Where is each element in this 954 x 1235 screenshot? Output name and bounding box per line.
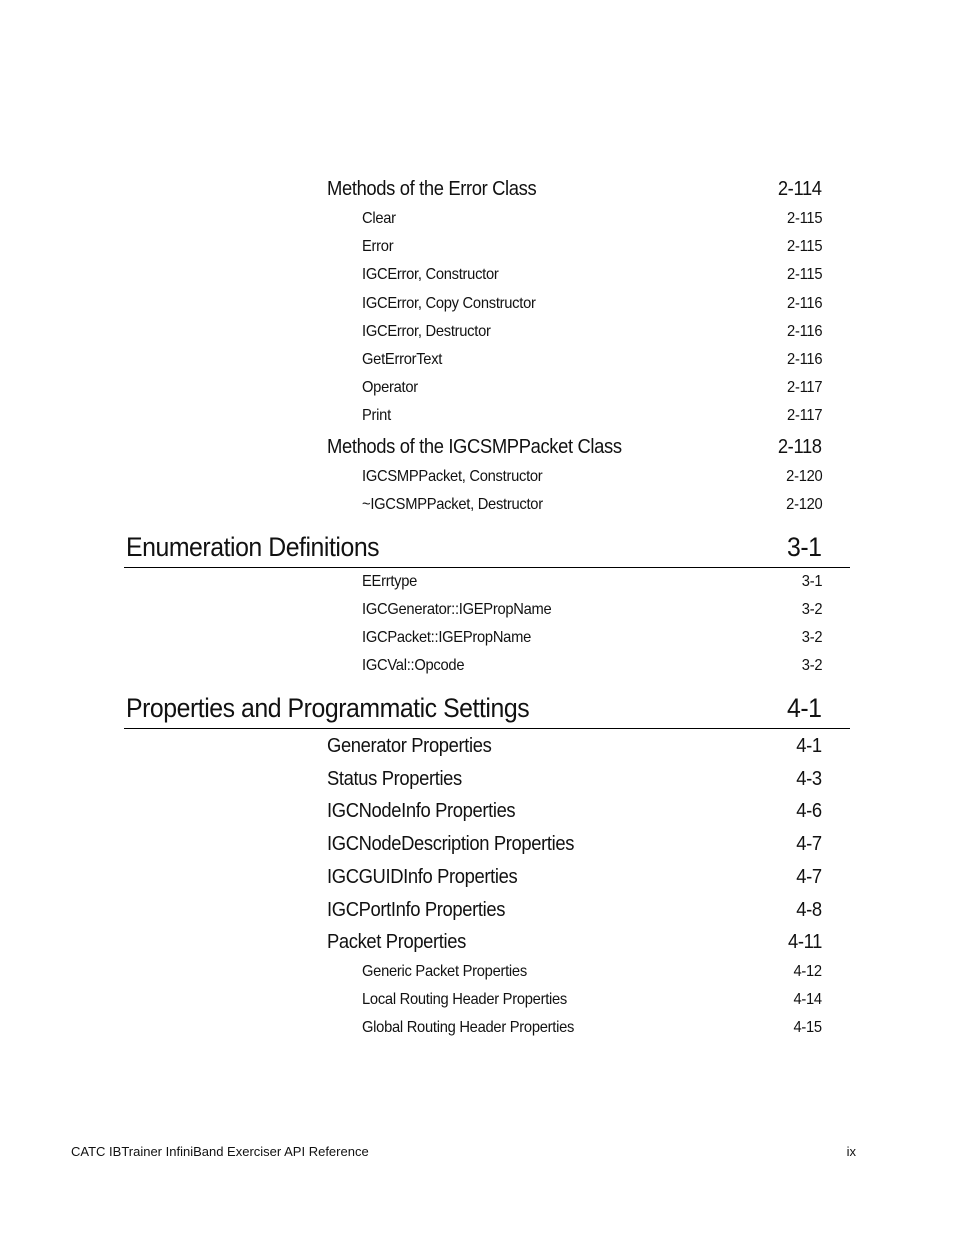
- toc-page-number: 4-12: [793, 963, 822, 980]
- toc-item-title: IGCVal::Opcode: [362, 657, 465, 674]
- toc-page-number: 2-117: [786, 407, 822, 424]
- toc-page-number: 2-120: [785, 468, 822, 485]
- toc-item-title: Operator: [362, 379, 418, 396]
- toc-item-title: IGCPacket::IGEPropName: [362, 629, 532, 646]
- toc-page-number: 4-3: [796, 768, 822, 790]
- toc-page-number: 2-116: [786, 351, 822, 368]
- toc-item-title: Print: [362, 407, 391, 424]
- toc-page-number: 2-115: [786, 210, 822, 227]
- toc-item-title: Error: [362, 238, 394, 255]
- toc-page-number: 2-120: [785, 496, 822, 513]
- toc-section-title: Methods of the Error Class: [327, 178, 537, 200]
- toc-page-number: 2-115: [786, 266, 822, 283]
- toc-chapter-title: Properties and Programmatic Settings: [126, 693, 530, 723]
- toc-page-number: 2-116: [786, 323, 822, 340]
- toc-item-title: Global Routing Header Properties: [362, 1019, 575, 1036]
- toc-page-number: 4-6: [796, 800, 822, 822]
- toc-page-number: 4-7: [796, 866, 822, 888]
- toc-item-title: IGCGenerator::IGEPropName: [362, 601, 552, 618]
- toc-page-number: 3-2: [801, 657, 822, 674]
- toc-item-title: EErrtype: [362, 573, 418, 590]
- toc-page-number: 3-2: [801, 629, 822, 646]
- toc-page-number: 3-1: [801, 573, 822, 590]
- toc-section-title: IGCNodeDescription Properties: [327, 833, 575, 855]
- toc-page-number: 3-2: [801, 601, 822, 618]
- toc-page-number: 4-14: [793, 991, 822, 1008]
- toc-page-number: 2-118: [778, 436, 822, 458]
- toc-item-title: Generic Packet Properties: [362, 963, 527, 980]
- toc-item-title: ~IGCSMPPacket, Destructor: [362, 496, 543, 513]
- toc-page-number: 2-115: [786, 238, 822, 255]
- toc-section-title: Status Properties: [327, 768, 462, 790]
- toc-section-title: IGCPortInfo Properties: [327, 899, 506, 921]
- toc-page-number: 4-1: [787, 693, 822, 723]
- toc-item-title: Local Routing Header Properties: [362, 991, 568, 1008]
- toc-item-title: GetErrorText: [362, 351, 443, 368]
- toc-page-number: 3-1: [787, 532, 822, 562]
- toc-page-number: 4-1: [796, 735, 822, 757]
- toc-page-number: 4-11: [788, 931, 822, 953]
- toc-item-title: IGCError, Copy Constructor: [362, 295, 536, 312]
- toc-page-number: 4-7: [796, 833, 822, 855]
- toc-section-title: Packet Properties: [327, 931, 466, 953]
- toc-item-title: Clear: [362, 210, 396, 227]
- toc-page-number: 4-8: [796, 899, 822, 921]
- toc-page-number: 2-114: [778, 178, 822, 200]
- footer-title: CATC IBTrainer InfiniBand Exerciser API Reference: [71, 1144, 369, 1159]
- toc-item-title: IGCSMPPacket, Constructor: [362, 468, 543, 485]
- toc-section-title: Generator Properties: [327, 735, 492, 757]
- chapter-rule: [124, 728, 850, 729]
- toc-page-number: 2-116: [786, 295, 822, 312]
- toc-item-title: IGCError, Destructor: [362, 323, 491, 340]
- footer-page-number: ix: [846, 1144, 856, 1159]
- chapter-rule: [124, 567, 850, 568]
- toc-section-title: IGCGUIDInfo Properties: [327, 866, 518, 888]
- toc-item-title: IGCError, Constructor: [362, 266, 499, 283]
- toc-chapter-title: Enumeration Definitions: [126, 532, 380, 562]
- toc-section-title: Methods of the IGCSMPPacket Class: [327, 436, 622, 458]
- toc-section-title: IGCNodeInfo Properties: [327, 800, 516, 822]
- toc-page-number: 2-117: [786, 379, 822, 396]
- toc-page-number: 4-15: [793, 1019, 822, 1036]
